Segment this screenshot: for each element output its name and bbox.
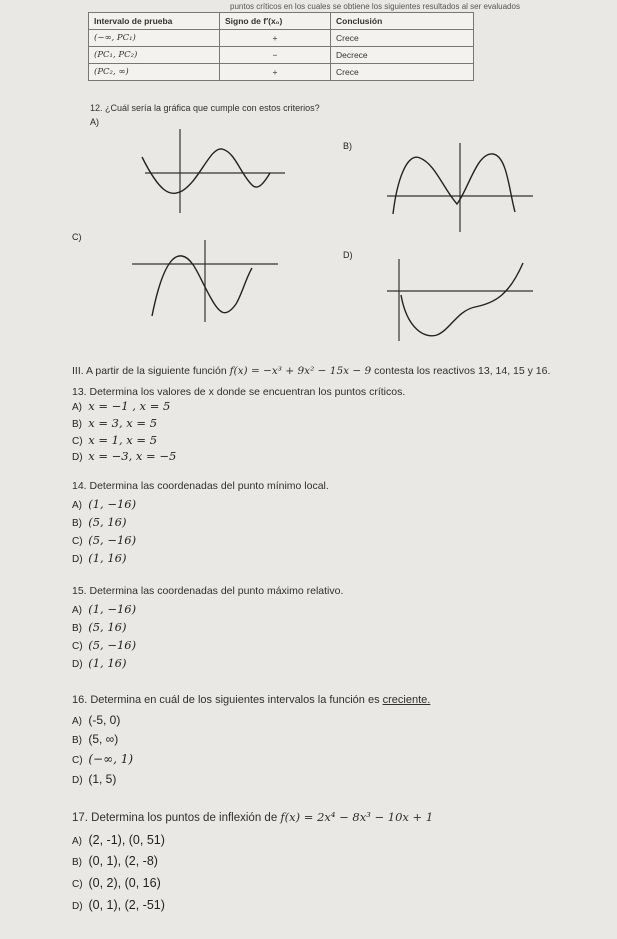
option-value: (-5, 0) (88, 713, 121, 727)
option-value: (1, −16) (88, 497, 137, 511)
option-value: (5, −16) (88, 638, 137, 652)
option-letter: C) (72, 879, 83, 890)
option-a-label[interactable]: A) (90, 117, 99, 127)
option-value: (2, -1), (0, 51) (88, 833, 165, 847)
answer-option[interactable] (72, 732, 118, 746)
option-letter: B) (72, 518, 82, 529)
option-letter: D) (72, 452, 83, 463)
option-value: x = 1, x = 5 (88, 433, 158, 447)
table-header: Signo de f′(x₀) (220, 13, 331, 30)
table-cell: + (220, 30, 331, 47)
question-14 (72, 480, 612, 565)
criteria-table (88, 12, 474, 81)
answer-option[interactable] (72, 449, 176, 463)
table-row (89, 30, 474, 47)
option-value: (1, 16) (88, 656, 127, 670)
answer-option[interactable] (72, 876, 161, 890)
graph-a[interactable] (140, 125, 290, 215)
option-letter: C) (72, 536, 83, 547)
option-letter: D) (72, 901, 83, 912)
option-letter: A) (72, 402, 82, 413)
option-letter: B) (72, 419, 82, 430)
answer-option[interactable] (72, 656, 126, 670)
table-row (89, 47, 474, 64)
answer-option[interactable] (72, 713, 120, 727)
option-value: (5, −16) (88, 533, 137, 547)
question-13 (72, 386, 612, 466)
answer-option[interactable] (72, 772, 116, 786)
answer-option[interactable] (72, 433, 157, 447)
section-3-text-a: III. A partir de la siguiente función (72, 365, 230, 377)
section-3-text-b: contesta los reactivos 13, 14, 15 y 16. (371, 365, 551, 377)
option-value: (5, 16) (88, 515, 127, 529)
question-15 (72, 585, 612, 670)
table-cell: (−∞, PC₁) (89, 30, 220, 47)
option-value: (5, ∞) (88, 732, 119, 746)
option-letter: C) (72, 755, 83, 766)
table-header-row (89, 13, 474, 30)
option-letter: A) (72, 716, 82, 727)
question-13-text: 13. Determina los valores de x donde se encuentran los puntos críticos. (72, 386, 406, 398)
option-b-label[interactable]: B) (343, 141, 352, 151)
option-value: (0, 1), (2, -8) (88, 854, 158, 868)
option-letter: C) (72, 641, 83, 652)
option-value: (1, −16) (88, 602, 137, 616)
answer-option[interactable] (72, 497, 136, 511)
option-d-label[interactable]: D) (343, 250, 353, 260)
answer-option[interactable] (72, 416, 157, 430)
option-letter: A) (72, 605, 82, 616)
table-cell: Crece (331, 30, 474, 47)
question-12: 12. ¿Cuál sería la gráfica que cumple con estos criterios? (90, 103, 320, 113)
answer-option[interactable] (72, 638, 136, 652)
answer-option[interactable] (72, 551, 126, 565)
table-header: Intervalo de prueba (89, 13, 220, 30)
answer-option[interactable] (72, 533, 136, 547)
option-c-label[interactable]: C) (72, 232, 82, 242)
question-17 (72, 810, 612, 920)
option-letter: D) (72, 659, 83, 670)
question-17-text (72, 810, 433, 824)
table-header: Conclusión (331, 13, 474, 30)
option-value: (0, 2), (0, 16) (88, 876, 161, 890)
table-cell: (PC₁, PC₂) (89, 47, 220, 64)
question-15-text: 15. Determina las coordenadas del punto máximo relativo. (72, 585, 344, 597)
section-3-function: f(x) = −x³ + 9x² − 15x − 9 (229, 365, 372, 377)
option-letter: C) (72, 436, 83, 447)
table-cell: Decrece (331, 47, 474, 64)
answer-option[interactable] (72, 620, 126, 634)
option-value: (−∞, 1) (88, 752, 134, 766)
option-letter: B) (72, 623, 82, 634)
option-letter: B) (72, 857, 82, 868)
graph-c[interactable] (130, 236, 280, 326)
graph-b[interactable] (385, 140, 535, 235)
question-16-text (72, 694, 430, 706)
option-value: (5, 16) (88, 620, 127, 634)
answer-option[interactable] (72, 833, 165, 847)
answer-option[interactable] (72, 898, 165, 912)
option-value: x = −1 , x = 5 (88, 399, 171, 413)
option-letter: D) (72, 554, 83, 565)
answer-option[interactable] (72, 399, 170, 413)
option-letter: A) (72, 836, 82, 847)
question-17-function: f(x) = 2x⁴ − 8x³ − 10x + 1 (280, 810, 434, 824)
section-3-intro (72, 365, 550, 377)
table-cell: + (220, 64, 331, 81)
header-text: puntos críticos en los cuales se obtiene los siguientes resultados al ser evaluados (230, 2, 520, 11)
answer-option[interactable] (72, 515, 126, 529)
question-16-text-a: 16. Determina en cuál de los siguientes intervalos la función es (72, 694, 383, 706)
table-cell: Crece (331, 64, 474, 81)
question-16 (72, 694, 612, 789)
answer-option[interactable] (72, 752, 133, 766)
answer-option[interactable] (72, 602, 136, 616)
answer-option[interactable] (72, 854, 158, 868)
option-value: (1, 16) (88, 551, 127, 565)
option-letter: A) (72, 500, 82, 511)
option-value: x = 3, x = 5 (88, 416, 158, 430)
option-letter: B) (72, 735, 82, 746)
table-row (89, 64, 474, 81)
option-letter: D) (72, 775, 83, 786)
table-cell: − (220, 47, 331, 64)
graph-d[interactable] (385, 255, 535, 345)
option-value: (0, 1), (2, -51) (88, 898, 165, 912)
question-14-text: 14. Determina las coordenadas del punto mínimo local. (72, 480, 329, 492)
question-17-text-a: 17. Determina los puntos de inflexión de (72, 812, 281, 824)
question-16-underlined: creciente. (382, 694, 431, 706)
table-cell: (PC₂, ∞) (89, 64, 220, 81)
option-value: (1, 5) (88, 772, 117, 786)
option-value: x = −3, x = −5 (88, 449, 177, 463)
